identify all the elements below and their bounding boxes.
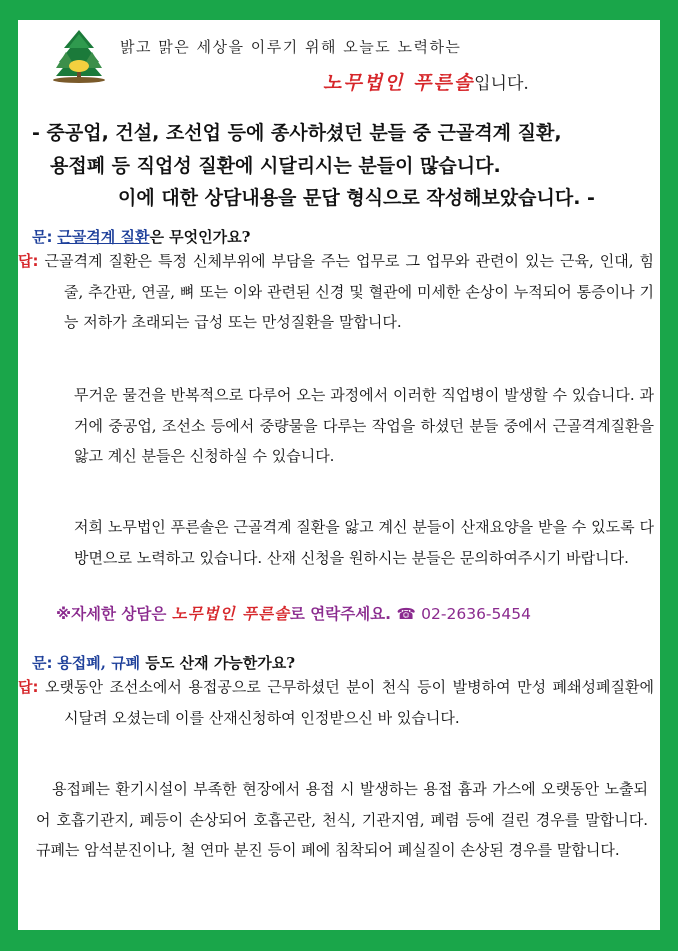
contact-suffix: 로 연락주세요. [289,605,397,623]
brand-suffix: 입니다. [474,74,529,94]
brand-name: 노무법인 푸른솔 [323,72,475,94]
answer-label: 답: [18,252,39,270]
contact-prefix: ※자세한 상담은 [56,605,172,623]
question-2-text: 등도 산재 가능한가요? [140,654,296,672]
answer-2-text-1: 오랫동안 조선소에서 용접공으로 근무하셨던 분이 천식 등이 발병하여 만성 폐쇄성폐질환에 시달려 오셨는데 이를 산재신청하여 인정받으신 바 있습니다. [45,678,654,727]
headline-line-1: - 중공업, 건설, 조선업 등에 종사하셨던 분들 중 근골격계 질환, [32,122,562,144]
brand-line [323,68,529,95]
answer-1-paragraph-3: 저희 노무법인 푸른솔은 근골격계 질환을 앓고 계신 분들이 산재요양을 받을 수 있도록 다방면으로 노력하고 있습니다. 산재 신청을 원하시는 분들은 문의하여주시기 바랍니다. [74,518,654,567]
answer-2-paragraph-2: 용접폐는 환기시설이 부족한 현장에서 용접 시 발생하는 용접 흄과 가스에 오랫동안 노출되어 호흡기관지, 폐등이 손상되어 호흡곤란, 천식, 기관지염, 폐렴 등에 걸린 경우를 말합니다. 규폐는 암석분진이나, 철 연마 분진 등이 폐에 침착되어 폐실질이 손상된 경우를 말합니다. [36,780,648,859]
notice-card [18,20,660,930]
question-2-topic: 용접폐, 규폐 [57,654,141,672]
answer-1-paragraph-1 [18,246,654,338]
phone-icon: ☎ [396,605,416,623]
question-1-topic: 근골격계 질환 [57,228,150,246]
headline-line-2: 용접폐 등 직업성 질환에 시달리시는 분들이 많습니다. [50,155,501,177]
headline-line-3: 이에 대한 상담내용을 문답 형식으로 작성해보았습니다. - [118,187,595,209]
question-1-text: 은 무엇인가요? [149,228,251,246]
phone-number[interactable]: 02-2636-5454 [421,605,531,623]
answer-1-paragraph-2: 무거운 물건을 반복적으로 다루어 오는 과정에서 이러한 직업병이 발생할 수 있습니다. 과거에 중공업, 조선소 등에서 중량물을 다루는 작업을 하셨던 분들 중에서 근골격계질환을 앓고 계신 분들은 신청하실 수 있습니다. [74,386,654,465]
contact-line [56,602,531,624]
answer-2-paragraph-1 [18,672,654,733]
question-label: 문: [32,654,53,672]
pine-tree-logo-icon [50,28,108,84]
tagline: 밝고 맑은 세상을 이루기 위해 오늘도 노력하는 [120,38,462,56]
answer-label: 답: [18,678,39,696]
contact-brand-name: 노무법인 푸른솔 [171,604,290,623]
answer-1-text-1: 근골격계 질환은 특정 신체부위에 부담을 주는 업무로 그 업무와 관련이 있는 근육, 인대, 힘줄, 추간판, 연골, 뼈 또는 이와 관련된 신경 및 혈관에 미세한 손상이 누적되어 통증이나 기능 저하가 초래되는 급성 또는 만성질환을 말합니다. [44,252,654,331]
question-label: 문: [32,228,53,246]
